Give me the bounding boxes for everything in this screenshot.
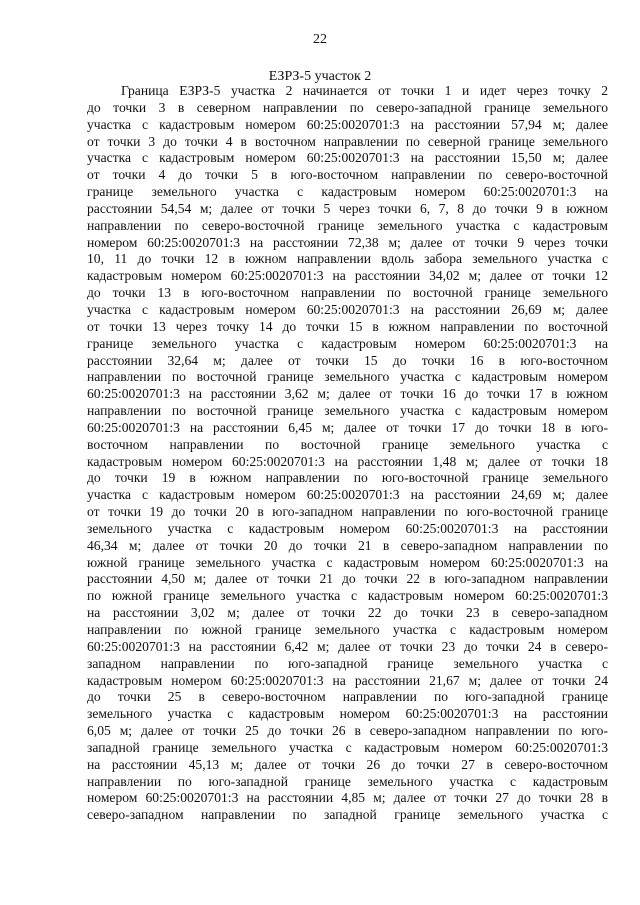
text-line: 10, 11 до точки 12 в южном направлении вдоль забора земельного участка с <box>87 251 608 267</box>
text-line: расстоянии 4,50 м; далее от точки 21 до точки 22 в юго-западном направлении <box>87 571 608 587</box>
text-line: расстоянии 54,54 м; далее от точки 5 через точки 6, 7, 8 до точки 9 в южном <box>87 200 608 216</box>
text-line: направлении по восточной границе земельного участка с кадастровым номером <box>87 403 608 419</box>
text-line: номером 60:25:0020701:3 на расстоянии 72,38 м; далее от точки 9 через точки <box>87 234 608 250</box>
text-line: на расстоянии 45,13 м; далее от точки 26 до точки 27 в северо-восточном <box>87 756 608 772</box>
text-line: земельного участка с кадастровым номером 60:25:0020701:3 на расстоянии <box>87 706 608 722</box>
text-line: от точки 19 до точки 20 в юго-западном направлении по юго-восточной границе <box>87 504 608 520</box>
text-line: 6,05 м; далее от точки 25 до точки 26 в северо-западном направлении по юго- <box>87 723 608 739</box>
text-line: 60:25:0020701:3 на расстоянии 3,62 м; далее от точки 16 до точки 17 в южном <box>87 386 608 402</box>
text-line: 60:25:0020701:3 на расстоянии 6,45 м; далее от точки 17 до точки 18 в юго- <box>87 419 608 435</box>
section-title: ЕЗРЗ-5 участок 2 <box>268 69 372 84</box>
text-line: направлении по юго-западной границе земельного участка с кадастровым <box>87 773 608 789</box>
text-line: от точки 4 до точки 5 в юго-восточном направлении по северо-восточной <box>87 167 608 183</box>
text-line: на расстоянии 3,02 м; далее от точки 22 до точки 23 в северо-западном <box>87 605 608 621</box>
text-line: границе земельного участка с кадастровым номером 60:25:0020701:3 на <box>87 335 608 351</box>
text-line: до точки 13 в юго-восточном направлении по восточной границе земельного <box>87 285 608 301</box>
text-line: от точки 3 до точки 4 в восточном направлении по северной границе земельного <box>87 133 608 149</box>
text-line: номером 60:25:0020701:3 на расстоянии 4,85 м; далее от точки 27 до точки 28 в <box>87 790 608 806</box>
text-line: расстоянии 32,64 м; далее от точки 15 до точки 16 в юго-восточном <box>87 352 608 368</box>
text-line: 60:25:0020701:3 на расстоянии 6,42 м; далее от точки 23 до точки 24 в северо- <box>87 638 608 654</box>
text-line: северо-западном направлении по западной границе земельного участка с <box>87 807 608 823</box>
text-line: 46,34 м; далее от точки 20 до точки 21 в северо-западном направлении по <box>87 537 608 553</box>
text-line: кадастровым номером 60:25:0020701:3 на расстоянии 21,67 м; далее от точки 24 <box>87 672 608 688</box>
text-line: участка с кадастровым номером 60:25:0020701:3 на расстоянии 57,94 м; далее <box>87 116 608 132</box>
text-line: до точки 19 в южном направлении по юго-восточной границе земельного <box>87 470 608 486</box>
text-line: направлении по южной границе земельного участка с кадастровым номером <box>87 622 608 637</box>
text-line: кадастровым номером 60:25:0020701:3 на расстоянии 1,48 м; далее от точки 18 <box>87 453 608 469</box>
text-line: кадастровым номером 60:25:0020701:3 на расстоянии 34,02 м; далее от точки 12 <box>87 268 608 284</box>
text-line: направлении по северо-восточной границе земельного участка с кадастровым <box>87 217 608 233</box>
text-line: направлении по восточной границе земельного участка с кадастровым номером <box>87 369 608 385</box>
text-line: до точки 3 в северном направлении по северо-западной границе земельного <box>87 99 608 115</box>
page-number: 22 <box>313 32 327 47</box>
text-line: Граница ЕЗРЗ-5 участка 2 начинается от точки 1 и идет через точку 2 <box>121 83 608 98</box>
text-line: по южной границе земельного участка с кадастровым номером 60:25:0020701:3 <box>87 588 608 604</box>
text-line: западном направлении по юго-западной границе земельного участка с <box>87 655 608 671</box>
text-line: участка с кадастровым номером 60:25:0020701:3 на расстоянии 24,69 м; далее <box>87 487 608 503</box>
text-line: земельного участка с кадастровым номером 60:25:0020701:3 на расстоянии <box>87 520 608 536</box>
text-line: южной границе земельного участка с кадастровым номером 60:25:0020701:3 на <box>87 554 608 570</box>
text-line: участка с кадастровым номером 60:25:0020701:3 на расстоянии 26,69 м; далее <box>87 301 608 317</box>
text-line: до точки 25 в северо-восточном направлении по юго-западной границе <box>87 689 608 705</box>
text-line: восточном направлении по восточной границе земельного участка с <box>87 436 608 452</box>
text-line: западной границе земельного участка с кадастровым номером 60:25:0020701:3 <box>87 739 608 755</box>
text-line: границе земельного участка с кадастровым номером 60:25:0020701:3 на <box>87 184 608 200</box>
text-line: от точки 13 через точку 14 до точки 15 в южном направлении по восточной <box>87 318 608 334</box>
text-line: участка с кадастровым номером 60:25:0020701:3 на расстоянии 15,50 м; далее <box>87 150 608 166</box>
document-body <box>87 83 608 824</box>
